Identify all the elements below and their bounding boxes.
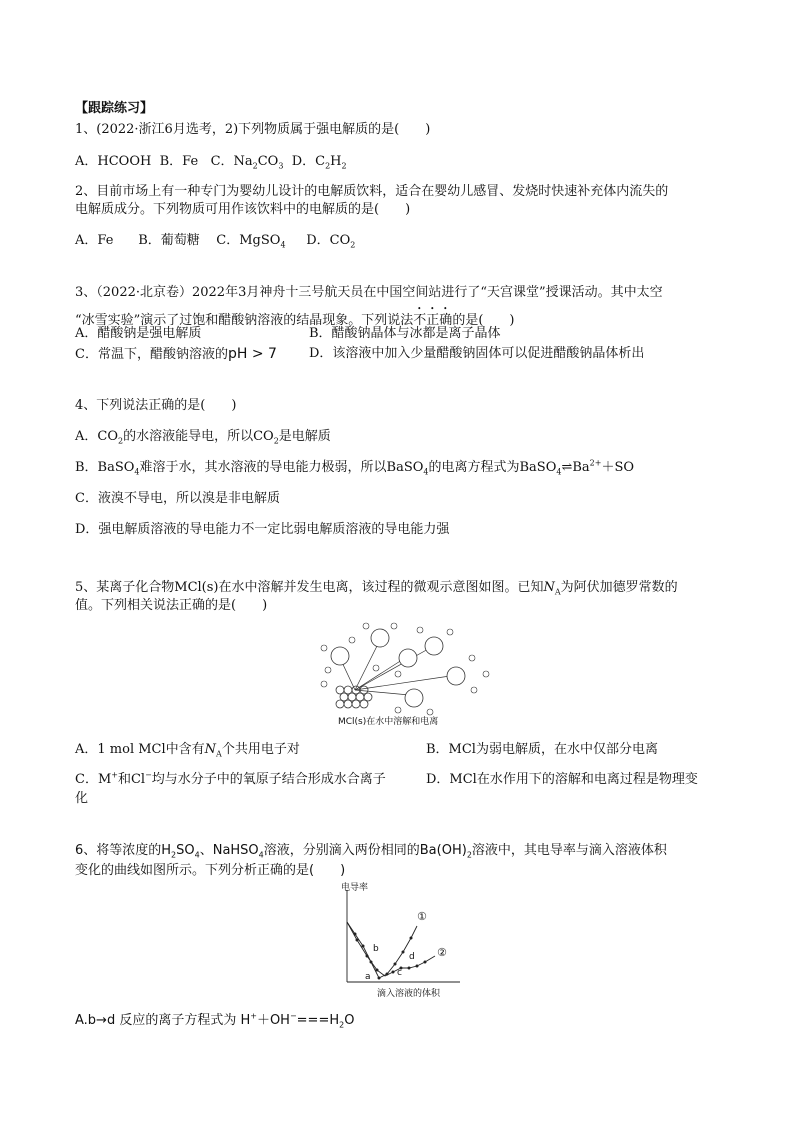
q3-option-d[interactable]: D．该溶液中加入少量醋酸钠固体可以促进醋酸钠晶体析出 bbox=[309, 346, 645, 361]
q3-stem-line1: 3、（2022·北京卷）2022年3月神舟十三号航天员在中国空间站进行了“天宫课堂”授课活动。其中太空 bbox=[75, 285, 663, 300]
q6-stem-line1: 6、将等浓度的$H_2SO_4$、NaHSO$_4$溶液，分别滴入两份相同的$Ba(OH)_2$溶液中，其电导率与滴入溶液体积 bbox=[75, 843, 667, 860]
q1-option-c[interactable]: C．$Na_2CO_3$ bbox=[210, 154, 284, 171]
q3-stem-line2: “冰雪实验”演示了过饱和醋酸钠溶液的结晶现象。下列说法不正确的是( ) bbox=[75, 313, 515, 328]
q2-option-c[interactable]: C．MgSO$_4$ bbox=[216, 233, 286, 250]
q5-option-b[interactable]: B．MCl为弱电解质，在水中仅部分电离 bbox=[426, 742, 658, 757]
equilibrium-arrow-icon: ⇌ bbox=[561, 460, 573, 475]
q3-option-a[interactable]: A．醋酸钠是强电解质 bbox=[75, 326, 202, 341]
q3-emphasis-not-correct: 不正确 bbox=[413, 313, 453, 328]
q4-option-d[interactable]: D．强电解质溶液的导电能力不一定比弱电解质溶液的导电能力强 bbox=[75, 522, 450, 537]
q4-option-a[interactable]: A．$CO_2$的水溶液能导电，所以$CO_2$是电解质 bbox=[75, 429, 331, 446]
chart-y-label: 电导率 bbox=[341, 883, 369, 893]
q4-stem: 4、下列说法正确的是( ) bbox=[75, 398, 237, 413]
q5-option-a[interactable]: A．1 mol MCl中含有$N_A$个共用电子对 bbox=[75, 742, 300, 759]
q6-stem-line2: 变化的曲线如图所示。下列分析正确的是( ) bbox=[75, 863, 346, 878]
q4-option-c[interactable]: C．液溴不导电，所以溴是非电解质 bbox=[75, 491, 280, 506]
crystal-lattice bbox=[336, 686, 372, 708]
q5-stem-line1: 5、某离子化合物MCl(s)在水中溶解并发生电离，该过程的微观示意图如图。已知$N_A$为阿伏加德罗常数的 bbox=[75, 580, 678, 597]
q5-option-d-wrap: 化 bbox=[75, 791, 89, 806]
chart-point-a: a bbox=[365, 972, 371, 982]
q2-option-a[interactable]: A．Fe bbox=[75, 233, 114, 248]
q2-options bbox=[75, 232, 355, 250]
section-title: 【跟踪练习】 bbox=[75, 101, 154, 116]
chart-point-b: b bbox=[373, 944, 379, 954]
q5-stem-line2: 值。下列相关说法正确的是( ) bbox=[75, 598, 268, 613]
q6-option-a[interactable]: A.b→d 反应的离子方程式为 $H^++OH^-===H_2O$ bbox=[75, 1011, 355, 1030]
chart-curve-label-2: ② bbox=[437, 946, 447, 959]
conductivity-chart bbox=[335, 882, 470, 1000]
q1-option-b[interactable]: B．Fe bbox=[159, 154, 199, 169]
chart-point-c: c bbox=[397, 968, 402, 978]
q3-option-b[interactable]: B．醋酸钠晶体与冰都是离子晶体 bbox=[309, 326, 501, 341]
q2-option-b[interactable]: B．葡萄糖 bbox=[138, 233, 200, 248]
conductivity-curve-figure bbox=[335, 882, 470, 1000]
q1-stem: 1、(2022·浙江6月选考，2)下列物质属于强电解质的是( ) bbox=[75, 122, 431, 137]
q4-option-b[interactable]: B．BaSO$_4$难溶于水，其水溶液的导电能力极弱，所以BaSO$_4$的电离方程式为$BaSO_4\rightleftharpoons Ba^{2+}+SO$ bbox=[75, 458, 635, 477]
chart-curve-label-1: ① bbox=[417, 910, 427, 923]
q1-options bbox=[75, 153, 347, 171]
q2-stem-line2: 电解质成分。下列物质可用作该饮料中的电解质的是( ) bbox=[75, 202, 411, 217]
curve-2 bbox=[347, 922, 435, 976]
q1-option-d[interactable]: D．$C_2H_2$ bbox=[291, 154, 347, 171]
q5-option-d[interactable]: D．MCl在水作用下的溶解和电离过程是物理变 bbox=[426, 772, 698, 787]
curve-1 bbox=[347, 922, 417, 978]
figure-caption: MCl(s)在水中溶解和电离 bbox=[338, 717, 439, 727]
q1-option-a[interactable]: A．HCOOH bbox=[75, 154, 152, 169]
chart-x-label: 滴入溶液的体积 bbox=[377, 989, 441, 999]
q2-option-d[interactable]: D．$CO_2$ bbox=[306, 233, 356, 250]
water-molecules bbox=[321, 623, 489, 715]
hydrated-ions bbox=[331, 629, 465, 707]
q5-option-c[interactable]: C．M+和Cl−均与水分子中的氧原子结合形成水合离子 bbox=[75, 770, 386, 787]
q3-option-c[interactable]: C．常温下，醋酸钠溶液的pH > 7 bbox=[75, 346, 277, 362]
mcl-dissolution-figure bbox=[310, 618, 500, 728]
q2-stem-line1: 2、目前市场上有一种专门为婴幼儿设计的电解质饮料，适合在婴幼儿感冒、发烧时快速补充体内流失的 bbox=[75, 184, 669, 199]
chart-point-d: d bbox=[409, 952, 415, 962]
ion-hydration-diagram bbox=[310, 618, 500, 728]
